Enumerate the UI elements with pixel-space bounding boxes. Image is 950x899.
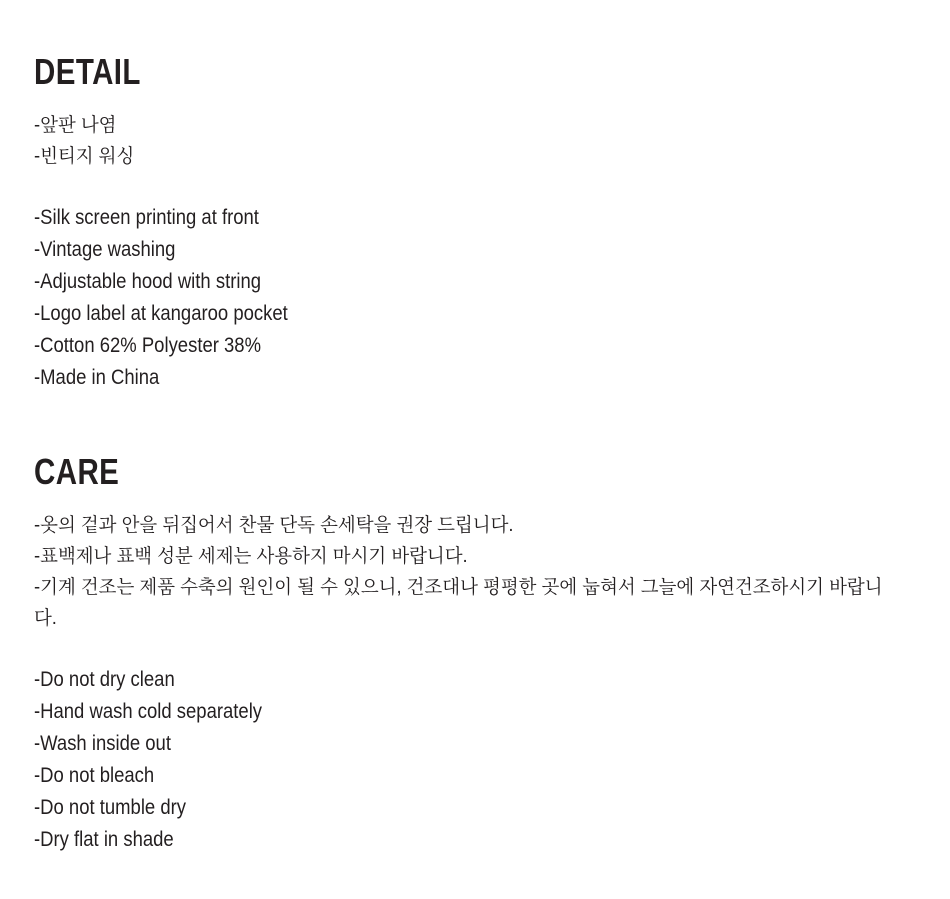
- detail-korean-line: -앞판 나염: [34, 115, 117, 136]
- care-english-line: -Do not tumble dry: [34, 796, 187, 819]
- care-english-line: -Wash inside out: [34, 732, 171, 755]
- detail-korean-line: -빈티지 워싱: [34, 146, 135, 167]
- care-english-list: [34, 664, 916, 856]
- detail-english-list: [34, 202, 916, 394]
- care-section: [34, 452, 916, 856]
- detail-english-line: -Vintage washing: [34, 238, 176, 261]
- detail-english-line: -Cotton 62% Polyester 38%: [34, 334, 262, 357]
- care-heading: CARE: [34, 451, 120, 492]
- detail-heading: DETAIL: [34, 51, 141, 92]
- care-korean-list: [34, 510, 916, 634]
- detail-korean-list: [34, 110, 916, 172]
- care-korean-line: -옷의 겉과 안을 뒤집어서 찬물 단독 손세탁을 권장 드립니다.: [34, 515, 514, 536]
- spacer: [34, 172, 916, 202]
- care-english-line: -Do not bleach: [34, 764, 155, 787]
- care-english-line: -Dry flat in shade: [34, 828, 174, 851]
- spacer: [34, 634, 916, 664]
- care-korean-line: -표백제나 표백 성분 세제는 사용하지 마시기 바랍니다.: [34, 546, 468, 567]
- detail-english-line: -Silk screen printing at front: [34, 206, 259, 229]
- care-korean-line: -기계 건조는 제품 수축의 원인이 될 수 있으니, 건조대나 평평한 곳에 눕혀서 그늘에 자연건조하시기 바랍니다.: [34, 577, 883, 629]
- detail-section: [34, 52, 916, 394]
- spacer: [34, 394, 916, 452]
- detail-english-line: -Made in China: [34, 366, 160, 389]
- care-english-line: -Hand wash cold separately: [34, 700, 263, 723]
- care-english-line: -Do not dry clean: [34, 668, 175, 691]
- detail-english-line: -Adjustable hood with string: [34, 270, 262, 293]
- detail-english-line: -Logo label at kangaroo pocket: [34, 302, 288, 325]
